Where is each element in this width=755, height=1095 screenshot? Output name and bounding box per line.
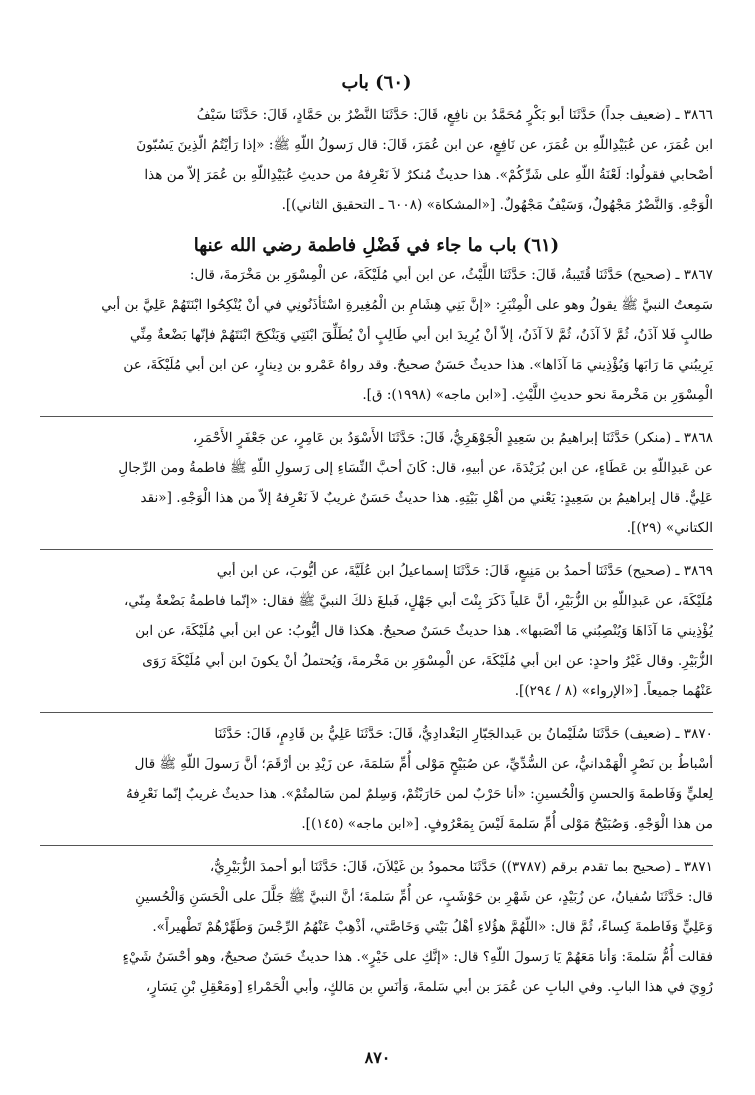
page-number: ٨٧٠ [364,1048,391,1067]
hadith-3870-line-2: أسْباطُ بن نَصْرٍ الْهَمْدانيُّ، عن السُّدِّيِّ، عن صُبَيْحٍ مَوْلى أُمِّ سَلمَةَ، عن زَيْدِ بن أرْقَمَ؛ أنَّ رَسولَ اللّهِ ﷺ قال [134,756,713,772]
hadith-3868-line-2: عن عَبدِاللّهِ بن عَطَاءٍ، عن ابن بُرَيْدَةَ، عن أبيهِ، قال: كَانَ أحبَّ النِّسَاءِ إلى رَسولِ اللّهِ ﷺ فاطمةُ ومن الرِّجالِ [118,460,713,476]
hadith-3870-line-3: لِعليٍّ وَفَاطمةَ وَالحسنِ وَالْحُسينِ: «أنا حَرْبٌ لمن حَارَبْتُمْ، وَسِلمٌ لمن سَالمتُمْ». هذا حديثٌ غريبٌ إنّما نَعْرِفهُ [125,786,713,802]
divider [40,845,713,846]
hadith-3867-line-3: طالبٍ فَلا آذَنُ، ثُمَّ لاَ آذَنُ، ثُمَّ لاَ آذَنُ، إلاّ أنْ يُرِيدَ ابن أبي طَالِبٍ أنْ يُطَلِّقَ ابْنَتِي وَيَنْكِحَ ابْنَتَهُمْ فإنّها بَضْعةٌ مِنِّي [129,327,713,343]
hadith-3871 [40,852,713,1002]
hadith-3871-line-1: ٣٨٧١ ـ (صحيح بما تقدم برقم (٣٧٨٧)) حَدَّثَنَا محمودُ بن غَيْلاَنَ، قَالَ: حَدَّثَنَا أبو أحمدَ الزُّبَيْرِيُّ، [209,859,713,875]
hadith-3868 [40,423,713,543]
hadith-3871-line-2: قال: حَدَّثَنَا سُفيانُ، عن زُبَيْدٍ، عن شَهْرِ بن حَوْشَبٍ، عن أُمِّ سَلمةَ؛ أنَّ النبيَّ ﷺ جَلَّلَ على الْحَسَنِ وَالْحُسينِ [135,889,713,905]
hadith-3867-line-5: الْمِسْوَرِ بن مَخْرمةَ نحو حديثِ اللَّيْثِ. [«ابن ماجه» (١٩٩٨): ق]. [362,387,713,403]
hadith-3868-line-3: عَلِيٌّ. قال إبراهيمُ بن سَعِيدٍ: يَعْني من أهْلِ بَيْتِهِ. هذا حديثٌ حَسَنٌ غريبٌ لاَ نَعْرِفهُ إلاّ من هذا الْوَجْهِ. [«نقد [140,490,713,506]
hadith-3867-line-2: سَمِعتُ النبيَّ ﷺ يقولُ وهو على الْمِنْبَرِ: «إنَّ بَنِي هِشَامِ بن الْمُغِيرةِ اسْتَأذَنُونِي في أنْ يُنْكِحُوا ابْنَتَهُمْ عَلِيَّ بن أبي [101,297,713,313]
hadith-3867 [40,260,713,410]
divider [40,416,713,417]
hadith-3870-line-1: ٣٨٧٠ ـ (ضعيف) حَدَّثَنَا سُلَيْمانُ بن عَبدالجَبّارِ البَغْدادِيُّ، قَالَ: حَدَّثَنَا عَلِيُّ بن قَادِمٍ، قَالَ: حَدَّثَنَا [214,726,713,742]
hadith-3867-line-4: يَرِيبُني مَا رَابَها وَيُؤْذِيني مَا آذَاها». هذا حديثٌ حَسَنٌ صحيحٌ. وقد رواهُ عَمْرو بن دِينارٍ، عن ابن أبي مُلَيْكَةَ، عن [123,357,713,373]
chapter-60-heading: (٦٠) باب [341,72,412,93]
hadith-3869 [40,556,713,706]
divider [40,549,713,550]
hadith-3866-line-3: أصْحابي فقولُوا: لَعْنَةُ اللّهِ على شَرِّكُمْ». هذا حديثٌ مُنكرٌ لاَ نَعْرِفهُ من حديثِ عُبَيْدِاللّهِ بن عُمَرَ إلاّ من هذا [144,167,713,183]
hadith-3871-line-4: فقالت أُمُّ سَلمةَ: وَأنا مَعَهُمْ يَا رَسولَ اللّهِ؟ قال: «إنَّكِ على خَيْرٍ». هذا حديثٌ حَسَنٌ صحيحٌ، وهو أحْسَنُ شَيْءٍ [122,949,713,965]
hadith-3869-line-2: مُلَيْكَةَ، عن عَبدِاللّهِ بن الزُّبَيْرِ، أنَّ عَلياً ذَكَرَ بِنْتَ أبي جَهْلٍ، فَبلغَ ذلكَ النبيَّ ﷺ فقال: «إنّما فاطمةُ بَضْعةٌ مِنّي، [124,593,713,609]
hadith-3871-line-5: رُوِيَ في هذا البابِ. وفي البابِ عن عُمَرَ بن أبي سَلمةَ، وَأنَسِ بن مَالكٍ، وأبي الْحَمْراءِ [ومَعْقِلِ بْنِ يَسَارٍ، [145,979,713,995]
hadith-3868-line-1: ٣٨٦٨ ـ (منكر) حَدَّثَنَا إبراهيمُ بن سَعِيدٍ الْجَوْهَرِيُّ، قَالَ: حَدَّثَنَا الأَسْوَدُ بن عَامِرٍ، عن جَعْفَرٍ الأَحْمَرِ، [192,430,713,446]
divider [40,712,713,713]
hadith-3871-line-3: وَعَلِيٍّ وَفَاطمةَ كِساءً، ثُمَّ قال: «اللّهُمَّ هؤُلاءِ أهْلُ بَيْتي وَخَاصَّتي، أذْهِبْ عَنْهُمُ الرِّجْسَ وَطَهِّرْهُمْ تَطْهيراً». [152,919,713,935]
hadith-3869-line-3: يُؤْذِيني مَا آذَاهَا وَيُنْصِبُني مَا أنْصَبها». هذا حديثٌ حَسَنٌ صحيحٌ. هكذا قال أيُّوبُ: عن ابن أبي مُلَيْكَةَ، عن ابن [135,623,713,639]
hadith-3869-line-5: عَنْهُما جميعاً. [«الإرواء» (٨ / ٢٩٤)]. [514,683,713,699]
hadith-3869-line-1: ٣٨٦٩ ـ (صحيح) حَدَّثَنَا أحمدُ بن مَنِيعٍ، قَالَ: حَدَّثَنَا إسماعيلُ ابن عُلَيَّةَ، عن أيُّوبَ، عن ابن أبي [216,563,713,579]
hadith-3868-line-4: الكتاني» (٢٩)]. [626,520,713,536]
hadith-3866-line-2: ابن عُمَرَ، عن عُبَيْدِاللّهِ بن عُمَرَ، عن نَافِعٍ، عن ابن عُمَرَ، قَالَ: قال رَسولُ اللّهِ ﷺ: «إذا رَأيْتُمُ الّذِينَ يَسُبّونَ [136,137,713,153]
hadith-3867-line-1: ٣٨٦٧ ـ (صحيح) حَدَّثَنَا قُتَيبةُ، قَالَ: حَدَّثَنَا اللَّيْثُ، عن ابن أبي مُلَيْكَةَ، عن الْمِسْوَرِ بن مَخْرَمةَ، قال: [189,267,713,283]
hadith-3870 [40,719,713,839]
hadith-3866-line-4: الْوَجْهِ. وَالنَّضْرُ مَجْهُولٌ، وَسَيْفٌ مَجْهُولٌ. [«المشكاة» (٦٠٠٨ ـ التحقيق الثاني)]. [281,197,713,213]
hadith-3870-line-4: من هذا الْوَجْهِ. وَصُبَيْحٌ مَوْلى أُمِّ سَلمةَ لَيْسَ بِمَعْرُوفٍ. [«ابن ماجه» (١٤٥)]. [301,816,713,832]
chapter-61-heading: (٦١) باب ما جاء في فَضْلِ فاطمة رضي الله عنها [193,235,560,256]
hadith-3866 [40,100,713,220]
hadith-3869-line-4: الزُّبَيْرِ. وقال غَيْرُ واحدٍ: عن ابن أبي مُلَيْكَةَ، عن الْمِسْوَرِ بن مَخْرمةَ، وَيُحتملُ أنْ يكونَ ابن أبي مُلَيْكَةَ رَوَى [142,653,713,669]
hadith-3866-line-1: ٣٨٦٦ ـ (ضعيف جداً) حَدَّثَنَا أبو بَكْرٍ مُحَمَّدُ بن نافِعٍ، قَالَ: حَدَّثَنَا النَّضْرُ بن حَمَّادٍ، قَالَ: حَدَّثَنَا سَيْفُ [196,107,713,123]
